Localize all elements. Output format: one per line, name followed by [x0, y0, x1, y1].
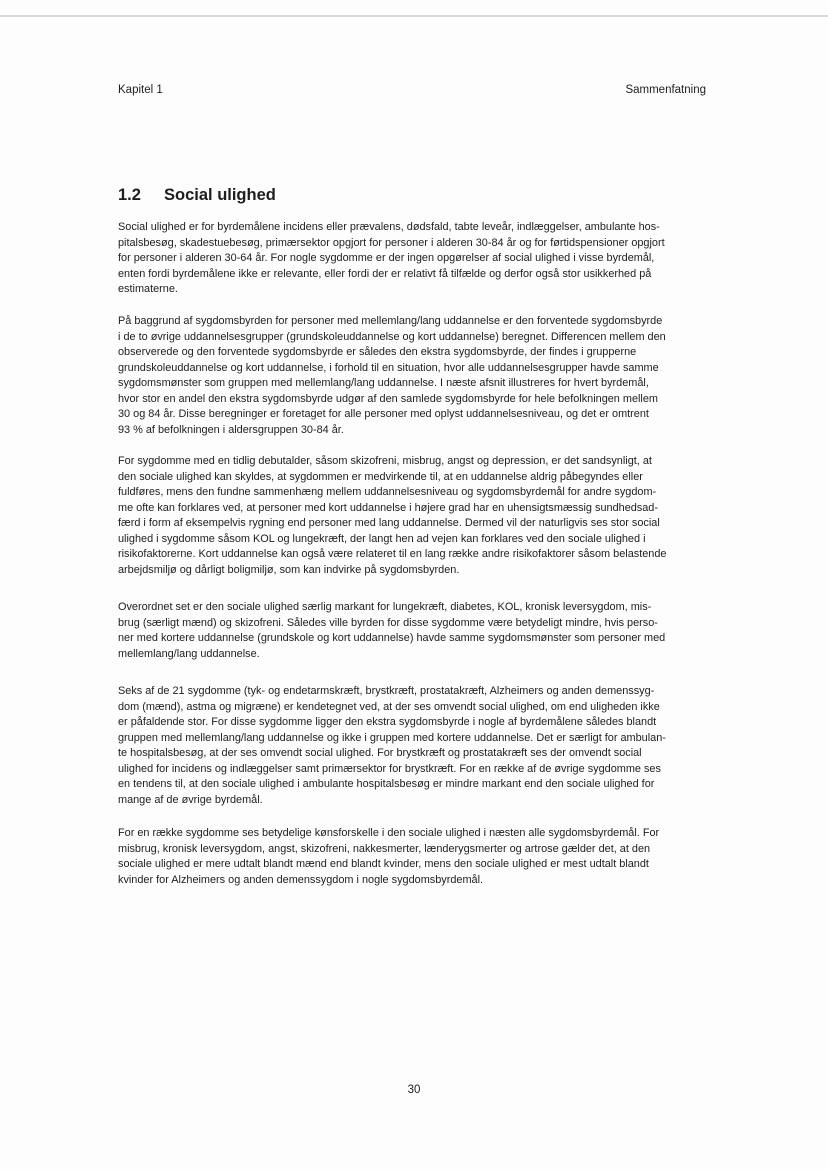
text-line: ulighed for incidens og indlæggelser samt primærsektor for brystkræft. For en række af de øvrige sygdomme ses — [118, 762, 661, 775]
text-line: gruppen med mellemlang/lang uddannelse og ikke i gruppen med kortere uddannelse. Det er særligt for ambulan- — [118, 731, 666, 744]
text-line: for personer i alderen 30-64 år. For nogle sygdomme er der ingen opgørelser af social ulighed i visse byrdemål, — [118, 252, 655, 264]
text-line: For en række sygdomme ses betydelige kønsforskelle i den sociale ulighed i næsten alle sygdomsbyrdemål. For — [118, 827, 660, 839]
text-line: arbejdsmiljø og dårligt boligmiljø, som kan indvirke på sygdomsbyrden. — [118, 563, 460, 576]
text-line: pitalsbesøg, skadestuebesøg, primærsektor opgjort for personer i alderen 30-84 år og for førtidspensioner opgjort — [118, 236, 665, 249]
page-number: 30 — [407, 1084, 421, 1096]
text-line: 93 % af befolkningen i aldersgruppen 30-84 år. — [118, 423, 344, 436]
section-number: 1.2 — [118, 186, 141, 204]
running-header-chapter: Kapitel 1 — [118, 84, 163, 96]
paragraph — [118, 220, 718, 298]
text-line: misbrug, kronisk leversygdom, angst, skizofreni, nakkesmerter, lænderygsmerter og artrose gælder det, at den — [118, 842, 651, 855]
scan-edge-line — [0, 15, 828, 17]
text-line: Overordnet set er den sociale ulighed særlig markant for lungekræft, diabetes, KOL, kronisk leversygdom, mis- — [118, 601, 652, 613]
text-line: brug (særligt mænd) og skizofreni. Således ville byrden for disse sygdomme være betydeligt mindre, hvis perso- — [118, 616, 658, 629]
text-line: For sygdomme med en tidlig debutalder, såsom skizofreni, misbrug, angst og depression, er det sandsynligt, at — [118, 455, 652, 467]
text-line: en tendens til, at den sociale ulighed i ambulante hospitalsbesøg er mindre markant end den sociale ulighed for — [118, 778, 655, 790]
text-line: Seks af de 21 sygdomme (tyk- og endetarmskræft, brystkræft, prostatakræft, Alzheimers og anden demenssyg- — [118, 685, 655, 697]
text-line: grundskoleuddannelse og kort uddannelse, i forhold til en situation, hvor alle uddannelsesgrupper havde samme — [118, 361, 659, 374]
text-line: sociale ulighed er mere udtalt blandt mænd end blandt kvinder, mens den sociale ulighed er mest udtalt blandt — [118, 858, 649, 870]
text-line: den sociale ulighed kan skyldes, at sygdommen er medvirkende til, at en uddannelse aldrig påbegyndes eller — [118, 470, 643, 483]
text-line: observerede og den forventede sygdomsbyrde er således den ekstra sygdomsbyrde, der findes i grupperne — [118, 346, 637, 358]
paragraph — [118, 600, 718, 662]
text-line: På baggrund af sygdomsbyrden for personer med mellemlang/lang uddannelse er den forventede sygdomsbyrde — [118, 315, 663, 327]
text-line: er påfaldende stor. For disse sygdomme ligger den ekstra sygdomsbyrde i nogle af byrdemålene således blandt — [118, 716, 657, 728]
text-line: me ofte kan forklares ved, at personer med kort uddannelse i højere grad har en uhensigtsmæssig sundhedsad- — [118, 501, 658, 514]
text-line: ner med kortere uddannelse (grundskole og kort uddannelse) havde samme sygdomsmønster som personer med — [118, 632, 666, 644]
text-line: ulighed i sygdomme såsom KOL og lungekræft, der langt hen ad vejen kan forklares ved den sociale ulighed i — [118, 532, 646, 545]
text-line: dom (mænd), astma og migræne) er kendetegnet ved, at der ses omvendt social ulighed, om end uligheden ikke — [118, 700, 660, 713]
text-line: 30 og 84 år. Disse beregninger er foretaget for alle personer med oplyst uddannelsesniveau, og det er omtrent — [118, 408, 649, 420]
text-line: hvor stor en andel den ekstra sygdomsbyrde udgør af den samlede sygdomsbyrde for hele befolkningen mellem — [118, 392, 658, 405]
section-heading — [118, 186, 276, 205]
text-line: Social ulighed er for byrdemålene incidens eller prævalens, dødsfald, tabte leveår, indlæggelser, ambulante hos- — [118, 221, 660, 233]
text-line: mange af de øvrige byrdemål. — [118, 793, 263, 806]
text-line: mellemlang/lang uddannelse. — [118, 647, 260, 660]
text-line: færd i form af eksempelvis rygning end personer med lang uddannelse. Dermed vil der naturligvis ses stor social — [118, 517, 660, 529]
text-line: sygdomsmønster som gruppen med mellemlang/lang uddannelse. I næste afsnit illustreres for hvert byrdemål, — [118, 377, 649, 389]
section-title: Social ulighed — [164, 186, 276, 204]
text-line: risikofaktorerne. Kort uddannelse kan også være relateret til en lang række andre risikofaktorer såsom belastende — [118, 548, 667, 560]
paragraph — [118, 826, 718, 888]
text-line: kvinder for Alzheimers og anden demenssygdom i nogle sygdomsbyrdemål. — [118, 873, 484, 886]
paragraph — [118, 684, 718, 808]
paragraph — [118, 314, 718, 438]
text-line: estimaterne. — [118, 283, 178, 295]
text-line: te hospitalsbesøg, at der ses omvendt social ulighed. For brystkræft og prostatakræft ses der omvendt social — [118, 747, 642, 759]
text-line: enten fordi byrdemålene ikke er relevante, eller fordi der er relativt få tilfælde og derfor også stor usikkerhed på — [118, 267, 652, 280]
paragraph — [118, 454, 718, 578]
running-header-section: Sammenfatning — [625, 84, 706, 96]
text-line: fuldføres, mens den fundne sammenhæng mellem uddannelsesniveau og sygdomsbyrdemål for andre sygdom- — [118, 486, 657, 498]
text-line: i de to øvrige uddannelsesgrupper (grundskoleuddannelse og kort uddannelse) beregnet. Differencen mellem den — [118, 330, 666, 343]
